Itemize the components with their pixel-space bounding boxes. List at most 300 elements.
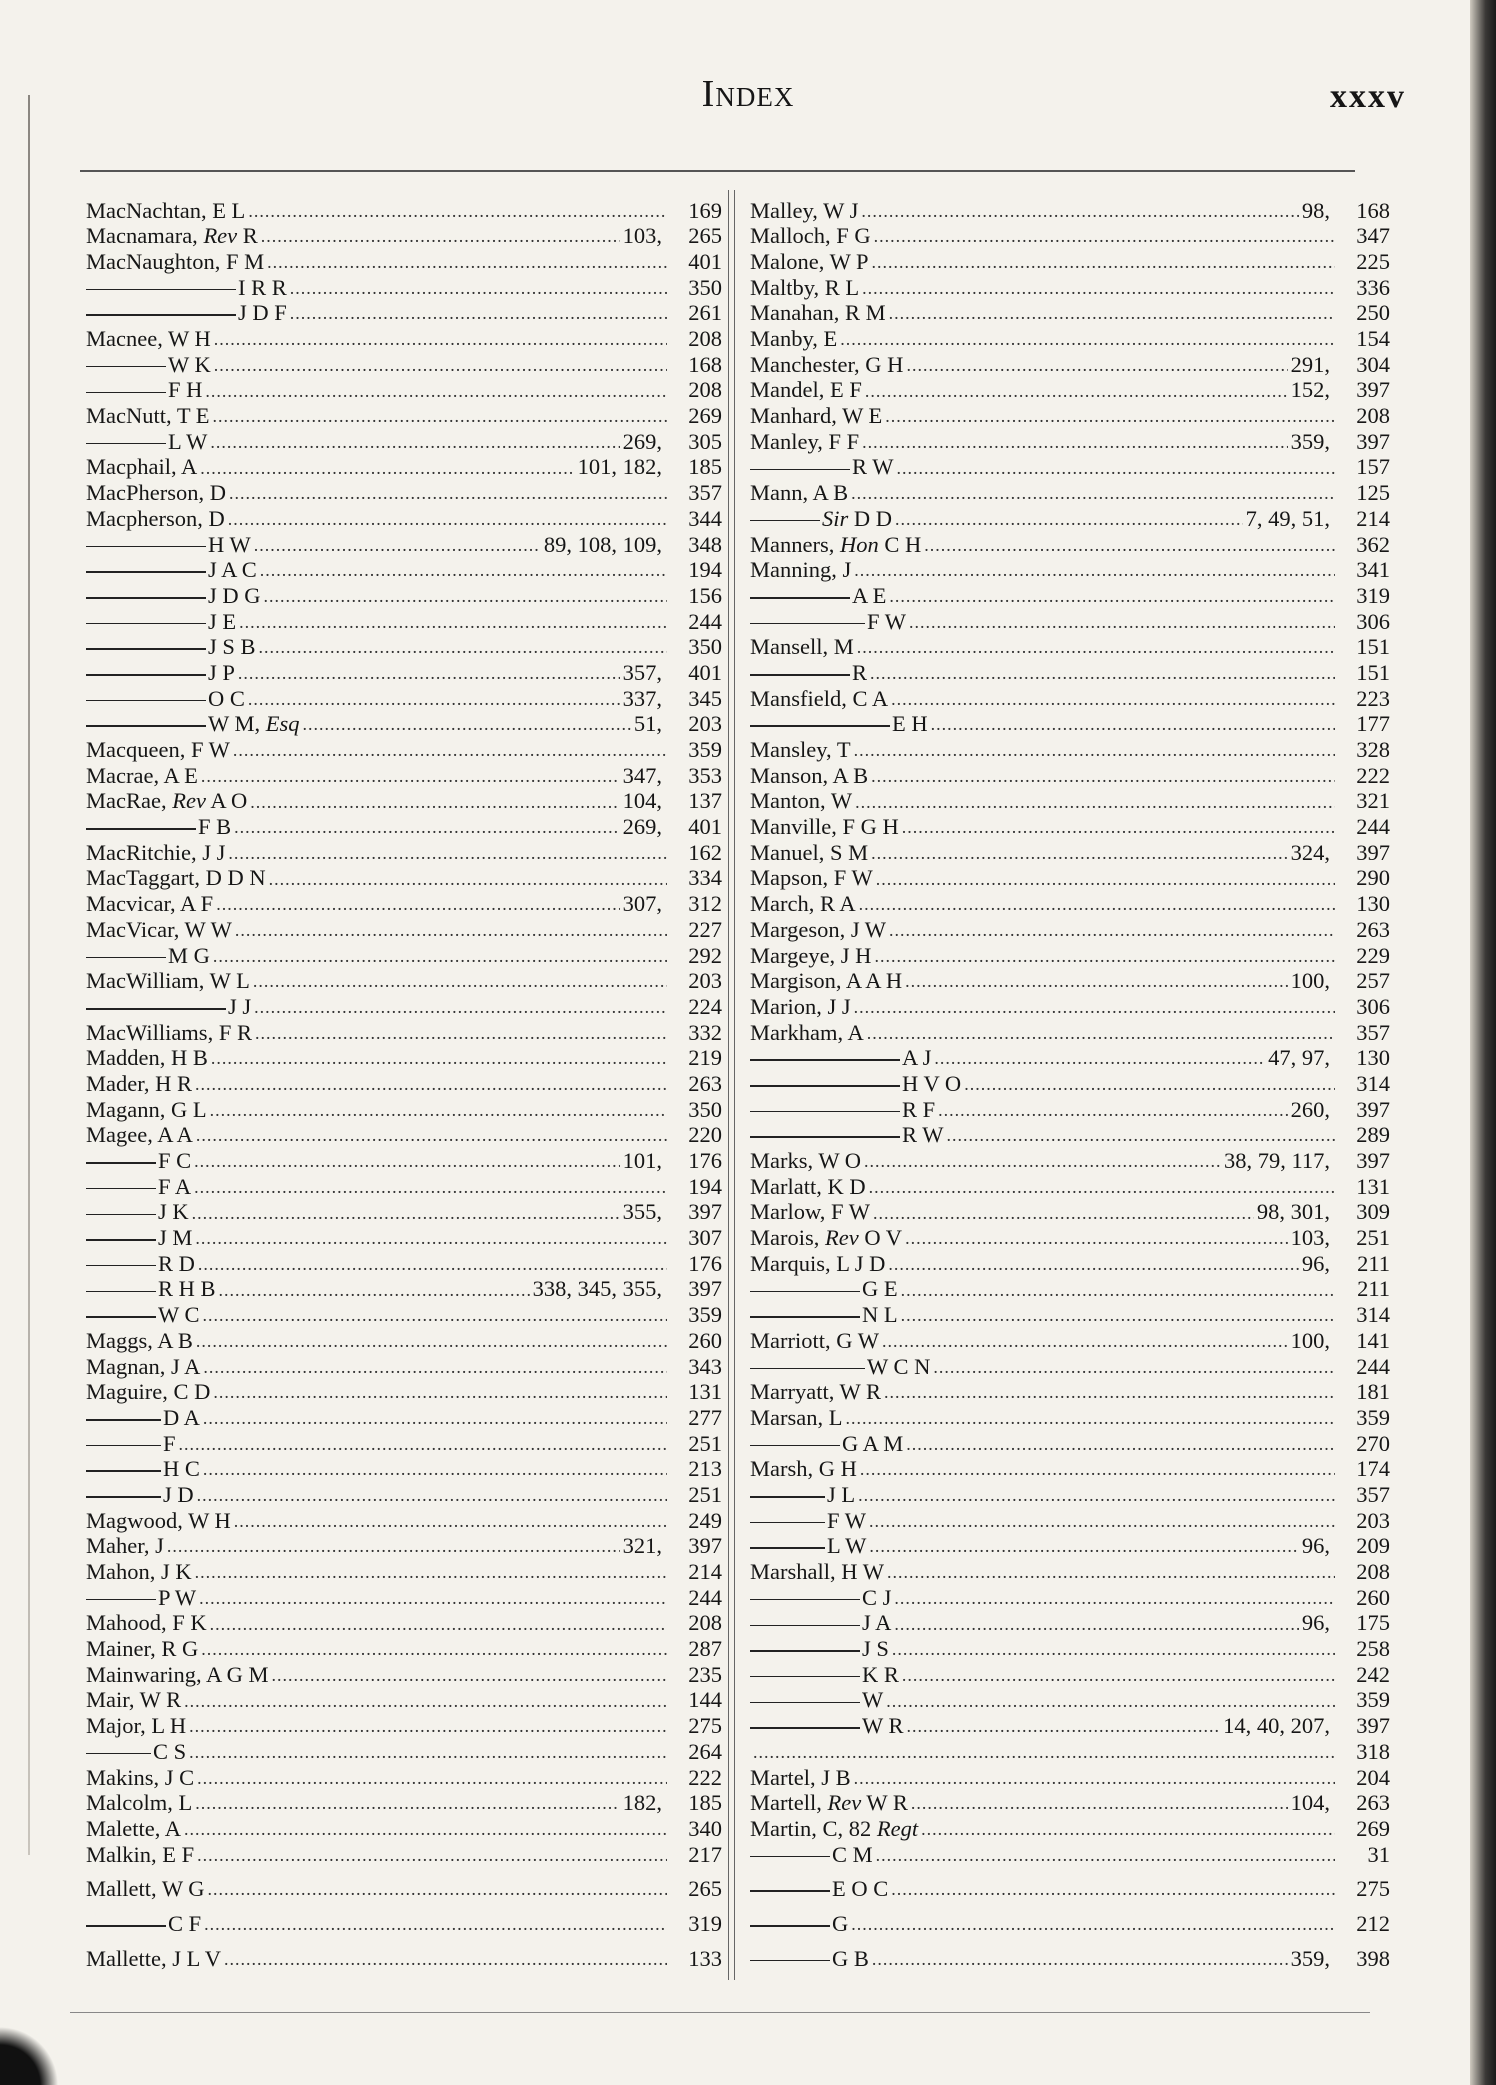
entry-name	[86, 636, 256, 659]
entry-page: 208	[1356, 403, 1390, 429]
entry-text: F A	[158, 1173, 192, 1199]
index-entry	[86, 917, 722, 943]
ditto-dash	[86, 957, 166, 959]
ditto-dash	[86, 1214, 156, 1216]
leader-dots	[891, 690, 1335, 712]
entry-text: W R	[861, 1790, 908, 1816]
leader-dots	[210, 1101, 667, 1123]
leader-dots	[197, 1486, 667, 1508]
entry-refs: 47, 97,	[1268, 1045, 1330, 1071]
entry-name	[750, 762, 869, 788]
entry-page: 359	[1356, 1687, 1390, 1713]
index-entry	[750, 326, 1390, 352]
entry-name	[86, 1327, 193, 1353]
entry-name	[86, 993, 252, 1019]
leader-dots	[261, 227, 620, 249]
entry-page: 214	[1356, 505, 1390, 531]
entry-text: Maltby, R L	[750, 274, 860, 300]
leader-dots	[198, 1255, 667, 1277]
index-entry	[750, 455, 1390, 481]
leader-dots	[214, 330, 667, 352]
entry-page: 353	[688, 762, 722, 788]
entry-page: 264	[688, 1738, 722, 1764]
entry-page: 263	[1356, 1790, 1390, 1816]
entry-page: 242	[1356, 1661, 1390, 1687]
leader-dots	[889, 921, 1335, 943]
page-corner-shadow	[0, 2025, 60, 2085]
ditto-dash	[86, 546, 206, 548]
index-entry	[86, 660, 722, 686]
entry-page: 249	[688, 1507, 722, 1533]
entry-text: Manning, J	[750, 557, 852, 583]
entry-name	[86, 1173, 192, 1199]
leader-dots	[254, 998, 667, 1020]
entry-refs: 338, 345, 355,	[532, 1276, 662, 1302]
entry-name	[86, 1250, 195, 1276]
index-entry	[86, 506, 722, 532]
index-entry	[86, 1097, 722, 1123]
entry-name	[86, 351, 211, 377]
entry-name	[86, 1353, 201, 1379]
entry-page: 208	[688, 377, 722, 403]
entry-page: 227	[688, 916, 722, 942]
index-entry	[750, 429, 1390, 455]
entry-page: 307	[688, 1225, 722, 1251]
ditto-dash	[750, 1890, 830, 1892]
entry-name	[86, 1278, 216, 1301]
entry-text: Manville, F G H	[750, 814, 899, 840]
entry-text: F W	[827, 1507, 866, 1533]
leader-dots	[885, 407, 1335, 429]
entry-text: R F	[902, 1096, 936, 1122]
leader-dots	[874, 227, 1335, 249]
entry-name	[86, 302, 287, 325]
entry-name	[750, 1910, 849, 1936]
entry-page: 350	[688, 634, 722, 660]
entry-text: A J	[902, 1045, 932, 1071]
leader-dots	[871, 767, 1335, 789]
entry-name	[86, 505, 225, 531]
ditto-dash	[86, 1239, 156, 1241]
leader-dots	[200, 459, 574, 481]
entry-text: K R	[862, 1661, 899, 1687]
leader-dots	[845, 1409, 1335, 1431]
entry-refs: 100,	[1290, 968, 1330, 994]
entry-text: J A C	[208, 557, 257, 583]
ditto-dash	[86, 571, 206, 573]
entry-name	[86, 1878, 205, 1901]
entry-page: 397	[1356, 428, 1390, 454]
leader-dots	[197, 1769, 667, 1791]
entry-page: 203	[688, 711, 722, 737]
index-entry	[750, 1714, 1390, 1740]
leader-dots	[201, 1640, 667, 1662]
entry-name	[750, 1507, 866, 1533]
entry-name	[86, 713, 299, 736]
entry-page: 174	[1356, 1456, 1390, 1482]
entry-page: 258	[1356, 1636, 1390, 1662]
ditto-dash	[750, 1368, 865, 1370]
entry-name	[750, 1278, 898, 1301]
ditto-dash	[750, 623, 865, 625]
index-entry	[86, 1457, 722, 1483]
leader-dots	[196, 1126, 667, 1148]
entry-page: 144	[688, 1687, 722, 1713]
entry-page: 235	[688, 1661, 722, 1687]
index-entry	[750, 1765, 1390, 1791]
ditto-dash	[750, 1676, 860, 1678]
entry-text: C J	[862, 1584, 892, 1610]
index-entry	[750, 969, 1390, 995]
leader-dots	[854, 1769, 1335, 1791]
entry-page: 398	[1356, 1945, 1390, 1971]
entry-text: Margeson, J W	[750, 916, 887, 942]
ditto-dash	[86, 366, 166, 368]
index-entry	[750, 866, 1390, 892]
index-entry	[86, 1148, 722, 1174]
leader-dots	[946, 1126, 1335, 1148]
entry-name	[750, 659, 868, 685]
leader-dots	[938, 1101, 1287, 1123]
entry-name	[750, 1124, 943, 1147]
index-entry	[750, 609, 1390, 635]
entry-text: G A M	[842, 1430, 904, 1456]
entry-text: W C	[158, 1302, 200, 1328]
leader-dots	[179, 1435, 667, 1457]
entry-name	[750, 636, 854, 659]
entry-name	[86, 428, 208, 454]
entry-name	[86, 762, 198, 788]
header-rule	[80, 170, 1355, 172]
entry-page: 290	[1356, 865, 1390, 891]
entry-text: W R	[862, 1713, 904, 1739]
index-entry	[86, 1071, 722, 1097]
entry-name	[750, 1638, 889, 1661]
entry-name	[750, 248, 869, 274]
index-entry	[86, 1251, 722, 1277]
index-entry	[750, 481, 1390, 507]
entry-name	[750, 379, 862, 402]
leader-dots	[931, 715, 1335, 737]
leader-dots	[234, 818, 619, 840]
entry-name	[750, 1841, 873, 1867]
entry-name	[86, 790, 247, 813]
entry-page: 244	[1356, 814, 1390, 840]
entry-page: 347	[1356, 223, 1390, 249]
entry-title-italic: Rev	[203, 223, 238, 249]
entry-page: 229	[1356, 942, 1390, 968]
entry-name	[86, 970, 250, 993]
entry-refs: 337,	[622, 685, 662, 711]
entry-page: 343	[688, 1353, 722, 1379]
entry-refs: 96,	[1301, 1610, 1330, 1636]
entry-text: Macphail, A	[86, 454, 198, 480]
entry-name	[750, 993, 851, 1019]
leader-dots	[229, 484, 667, 506]
leader-dots	[858, 1486, 1335, 1508]
ditto-dash	[86, 1291, 156, 1293]
entry-page: 397	[688, 1199, 722, 1225]
entry-name	[750, 482, 848, 505]
entry-name	[86, 916, 232, 942]
entry-page: 344	[688, 505, 722, 531]
entry-refs: 14, 40, 207,	[1223, 1713, 1330, 1739]
entry-page: 336	[1356, 274, 1390, 300]
entry-text: Mansell, M	[750, 634, 854, 660]
ditto-dash	[750, 1445, 840, 1447]
ditto-dash	[750, 1547, 825, 1549]
leader-dots	[255, 1024, 667, 1046]
index-entry	[750, 1877, 1390, 1903]
entry-title-italic: Esq	[265, 711, 300, 737]
index-entry	[750, 506, 1390, 532]
entry-name	[750, 942, 872, 968]
entry-refs: 38, 79, 117,	[1223, 1148, 1330, 1174]
entry-text: Marryatt, W R	[750, 1379, 882, 1405]
entry-page: 244	[1356, 1353, 1390, 1379]
leader-dots	[854, 561, 1335, 583]
leader-dots	[195, 1563, 667, 1585]
index-entry	[86, 326, 722, 352]
entry-page: 157	[1356, 454, 1390, 480]
entry-name	[750, 302, 886, 325]
leader-dots	[167, 1537, 620, 1559]
entry-name	[86, 1430, 176, 1456]
entry-page: 176	[688, 1250, 722, 1276]
entry-text: Marks, W O	[750, 1148, 862, 1174]
entry-name	[86, 197, 246, 223]
entry-name	[86, 482, 226, 505]
entry-name	[750, 1584, 892, 1610]
entry-name	[750, 1815, 919, 1841]
entry-text: Maggs, A B	[86, 1327, 193, 1353]
index-entry	[86, 1303, 722, 1329]
entry-page: 257	[1356, 968, 1390, 994]
entry-text: F B	[198, 814, 232, 840]
entry-text: Manson, A B	[750, 762, 869, 788]
entry-page: 211	[1357, 1276, 1390, 1302]
leader-dots	[872, 1950, 1288, 1972]
entry-page: 251	[1356, 1225, 1390, 1251]
entry-text: J E	[208, 608, 237, 634]
index-entry	[750, 1174, 1390, 1200]
index-entry	[86, 583, 722, 609]
entry-text: G E	[862, 1276, 898, 1302]
entry-name	[86, 1815, 181, 1841]
index-entry	[86, 1405, 722, 1431]
entry-name	[86, 405, 210, 428]
entry-text: Marion, J J	[750, 993, 851, 1019]
entry-name	[750, 685, 889, 711]
entry-text: Malone, W P	[750, 248, 869, 274]
entry-name	[86, 1612, 207, 1635]
leader-dots	[184, 1820, 667, 1842]
index-entry	[86, 532, 722, 558]
entry-text: Manchester, G H	[750, 351, 904, 377]
entry-text: Maher, J	[86, 1533, 164, 1559]
index-entry	[750, 737, 1390, 763]
entry-text: Margeye, J H	[750, 942, 872, 968]
ditto-dash	[86, 443, 166, 445]
leader-dots	[253, 972, 667, 994]
index-entry	[86, 455, 722, 481]
ditto-dash	[86, 1445, 161, 1447]
entry-page: 224	[688, 993, 722, 1019]
entry-name	[86, 1047, 208, 1070]
entry-name	[86, 1124, 193, 1147]
entry-name	[86, 225, 258, 248]
entry-page: 397	[1356, 377, 1390, 403]
entry-name	[750, 839, 869, 865]
entry-name	[750, 405, 882, 428]
entry-page: 305	[688, 428, 722, 454]
index-entry	[750, 660, 1390, 686]
entry-page: 263	[1356, 916, 1390, 942]
leader-dots	[862, 433, 1287, 455]
entry-name	[86, 893, 213, 916]
leader-dots	[248, 690, 620, 712]
entry-name	[750, 1250, 886, 1276]
ditto-dash	[750, 1960, 830, 1962]
entry-name	[86, 1689, 181, 1712]
index-entry	[86, 1765, 722, 1791]
entry-text: F C	[158, 1148, 192, 1174]
entry-page: 244	[688, 1584, 722, 1610]
entry-refs: 324,	[1290, 839, 1330, 865]
entry-name	[86, 1638, 198, 1661]
ditto-dash	[750, 1316, 860, 1318]
entry-text: Makins, J C	[86, 1764, 195, 1790]
ditto-dash	[86, 1188, 156, 1190]
index-entry	[86, 1585, 722, 1611]
entry-text: J D	[163, 1481, 194, 1507]
entry-text: R W	[852, 454, 894, 480]
entry-page: 222	[688, 1764, 722, 1790]
leader-dots	[195, 1794, 619, 1816]
entry-text: O C	[208, 685, 245, 711]
entry-name	[86, 1738, 187, 1764]
entry-text: Madden, H B	[86, 1045, 208, 1071]
entry-text: Manton, W	[750, 788, 853, 814]
entry-page: 319	[688, 1910, 722, 1936]
entry-refs: 260,	[1290, 1096, 1330, 1122]
entry-page: 219	[688, 1045, 722, 1071]
entry-name	[750, 1430, 904, 1456]
entry-name	[750, 1096, 936, 1122]
entry-text: March, R A	[750, 891, 856, 917]
index-entry	[86, 943, 722, 969]
leader-dots	[197, 1846, 667, 1868]
index-entry	[750, 1585, 1390, 1611]
entry-name	[86, 1096, 207, 1122]
entry-page: 177	[1356, 711, 1390, 737]
leader-dots	[202, 1306, 667, 1328]
index-entry	[86, 994, 722, 1020]
leader-dots	[889, 587, 1335, 609]
index-entry	[86, 763, 722, 789]
index-entry	[750, 1380, 1390, 1406]
entry-page: 341	[1356, 557, 1390, 583]
entry-refs: 357,	[622, 659, 662, 685]
leader-dots	[901, 1281, 1335, 1303]
entry-title-italic: Rev	[825, 1225, 859, 1251]
entry-refs: 152,	[1290, 377, 1330, 403]
leader-dots	[859, 895, 1335, 917]
entry-name	[86, 1458, 200, 1481]
entry-name	[86, 1150, 191, 1173]
leader-dots	[876, 870, 1335, 892]
entry-page: 31	[1367, 1841, 1390, 1867]
entry-refs: 355,	[622, 1199, 662, 1225]
index-entry	[86, 1611, 722, 1637]
entry-text: G	[832, 1910, 849, 1936]
entry-name	[750, 1764, 851, 1790]
index-entry	[86, 1123, 722, 1149]
entry-refs: 103,	[1290, 1225, 1330, 1251]
index-entry	[750, 1277, 1390, 1303]
entry-text: R D	[158, 1250, 195, 1276]
leader-dots	[192, 1204, 620, 1226]
entry-text: Malkin, E F	[86, 1841, 195, 1867]
leader-dots	[238, 664, 620, 686]
leader-dots	[901, 1306, 1335, 1328]
index-entry	[750, 1791, 1390, 1817]
entry-name	[750, 582, 887, 608]
entry-name	[750, 1404, 843, 1430]
entry-name	[86, 839, 226, 865]
leader-dots	[235, 921, 667, 943]
entry-text: W C N	[867, 1353, 931, 1379]
entry-page: 214	[688, 1559, 722, 1585]
ditto-dash	[750, 725, 890, 727]
entry-name	[86, 816, 231, 839]
entry-page: 204	[1356, 1764, 1390, 1790]
entry-name	[750, 1458, 857, 1481]
leader-dots	[184, 1692, 667, 1714]
index-column-left	[86, 198, 722, 1972]
leader-dots	[194, 1152, 619, 1174]
leader-dots	[896, 459, 1335, 481]
index-entry	[86, 1020, 722, 1046]
entry-page: 156	[688, 582, 722, 608]
entry-text: J L	[827, 1481, 856, 1507]
leader-dots	[203, 1409, 667, 1431]
entry-text: H C	[163, 1456, 200, 1482]
leader-dots	[208, 1880, 667, 1902]
entry-page: 131	[688, 1379, 722, 1405]
leader-dots	[892, 1640, 1335, 1662]
index-entry	[750, 1482, 1390, 1508]
leader-dots	[906, 1435, 1335, 1457]
ditto-dash	[86, 700, 206, 702]
leader-dots	[854, 998, 1335, 1020]
entry-text: Macqueen, F W	[86, 737, 230, 763]
index-entry	[86, 558, 722, 584]
entry-name	[86, 248, 265, 274]
leader-dots	[267, 253, 667, 275]
entry-text: Mahood, F K	[86, 1610, 207, 1636]
index-entry	[750, 917, 1390, 943]
entry-page: 260	[688, 1327, 722, 1353]
entry-title-italic: Regt	[876, 1815, 919, 1841]
entry-page: 208	[1356, 1559, 1390, 1585]
entry-name	[750, 893, 856, 916]
entry-text: D A	[163, 1404, 200, 1430]
entry-page: 312	[688, 891, 722, 917]
leader-dots	[211, 1049, 667, 1071]
entry-page: 345	[688, 685, 722, 711]
entry-page: 397	[688, 1276, 722, 1302]
